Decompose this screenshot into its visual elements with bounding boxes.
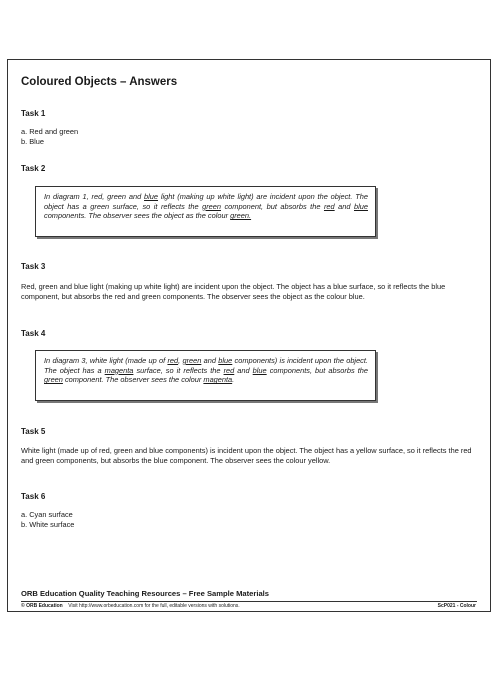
task-4-text: component. The observer sees the colour xyxy=(62,375,204,385)
task-2-underlined: red xyxy=(323,201,335,211)
page-frame xyxy=(7,59,491,612)
footer-code: ScP021 - Colour xyxy=(437,603,476,609)
task-4-underlined: magenta xyxy=(203,375,233,385)
task-1-answer-a: a. Red and green xyxy=(21,127,79,136)
task-4-text: and xyxy=(234,365,253,375)
task-4-answer-box xyxy=(35,350,376,401)
task-2-text: light (making up white light) are incident upon the object. The object has a green surface, so it reflects the xyxy=(44,192,368,211)
task-4-underlined: magenta xyxy=(104,365,134,375)
task-4-text: components) is incident upon the object. The object has a xyxy=(44,356,368,375)
task-4-text: , xyxy=(178,356,183,365)
task-6-answer-a: a. Cyan surface xyxy=(21,510,73,519)
task-2-heading: Task 2 xyxy=(21,164,46,173)
task-2-text: component, but absorbs the xyxy=(220,201,324,211)
footer-copyright xyxy=(21,603,240,609)
task-2-underlined: blue xyxy=(144,192,159,201)
footer-copyright-owner: © ORB Education xyxy=(21,603,63,609)
task-4-heading: Task 4 xyxy=(21,329,46,338)
footer-copyright-link: Visit http://www.orbeducation.com for the full, editable versions with solutions. xyxy=(62,603,240,609)
task-3-heading: Task 3 xyxy=(21,262,46,271)
task-2-answer-box xyxy=(35,186,376,237)
footer-title: ORB Education Quality Teaching Resources – Free Sample Materials xyxy=(21,589,269,598)
task-3-answer: Red, green and blue light (making up white light) are incident upon the object. The object has a blue surface, so it reflects the blue component, but absorbs the red and green components. The observer sees the object as the colour blue. xyxy=(21,282,446,301)
task-2-text: In diagram 1, red, green and xyxy=(44,192,145,201)
task-2-text: and xyxy=(334,201,354,211)
task-2-underlined: blue xyxy=(354,201,368,211)
task-4-underlined: green xyxy=(182,356,202,365)
task-2-underlined: green. xyxy=(230,211,252,221)
task-1-heading: Task 1 xyxy=(21,109,46,118)
task-6-heading: Task 6 xyxy=(21,492,46,501)
task-4-underlined: red xyxy=(223,365,235,375)
task-4-text: . xyxy=(232,375,235,385)
task-1-answer-b: b. Blue xyxy=(21,137,45,146)
task-4-text: components, but absorbs the xyxy=(266,365,368,375)
task-4-text: In diagram 3, white light (made up of xyxy=(44,356,168,365)
task-4-underlined: red xyxy=(167,356,179,365)
task-4-underlined: green xyxy=(44,375,63,385)
page-title: Coloured Objects – Answers xyxy=(21,76,178,88)
task-4-text: surface, so it reflects the xyxy=(133,365,224,375)
footer-divider xyxy=(21,601,477,602)
task-5-heading: Task 5 xyxy=(21,427,46,436)
task-6-answer-b: b. White surface xyxy=(21,520,75,529)
task-4-text: and xyxy=(201,356,219,365)
task-5-answer: White light (made up of red, green and blue components) is incident upon the object. The object has a yellow surface, so it reflects the red and green components, but absorbs the blue component. The observer sees the colour yellow. xyxy=(21,446,472,465)
task-4-underlined: blue xyxy=(252,365,267,375)
task-4-underlined: blue xyxy=(218,356,233,365)
task-2-underlined: green xyxy=(202,201,221,211)
task-2-text: components. The observer sees the object as the colour xyxy=(44,211,231,221)
